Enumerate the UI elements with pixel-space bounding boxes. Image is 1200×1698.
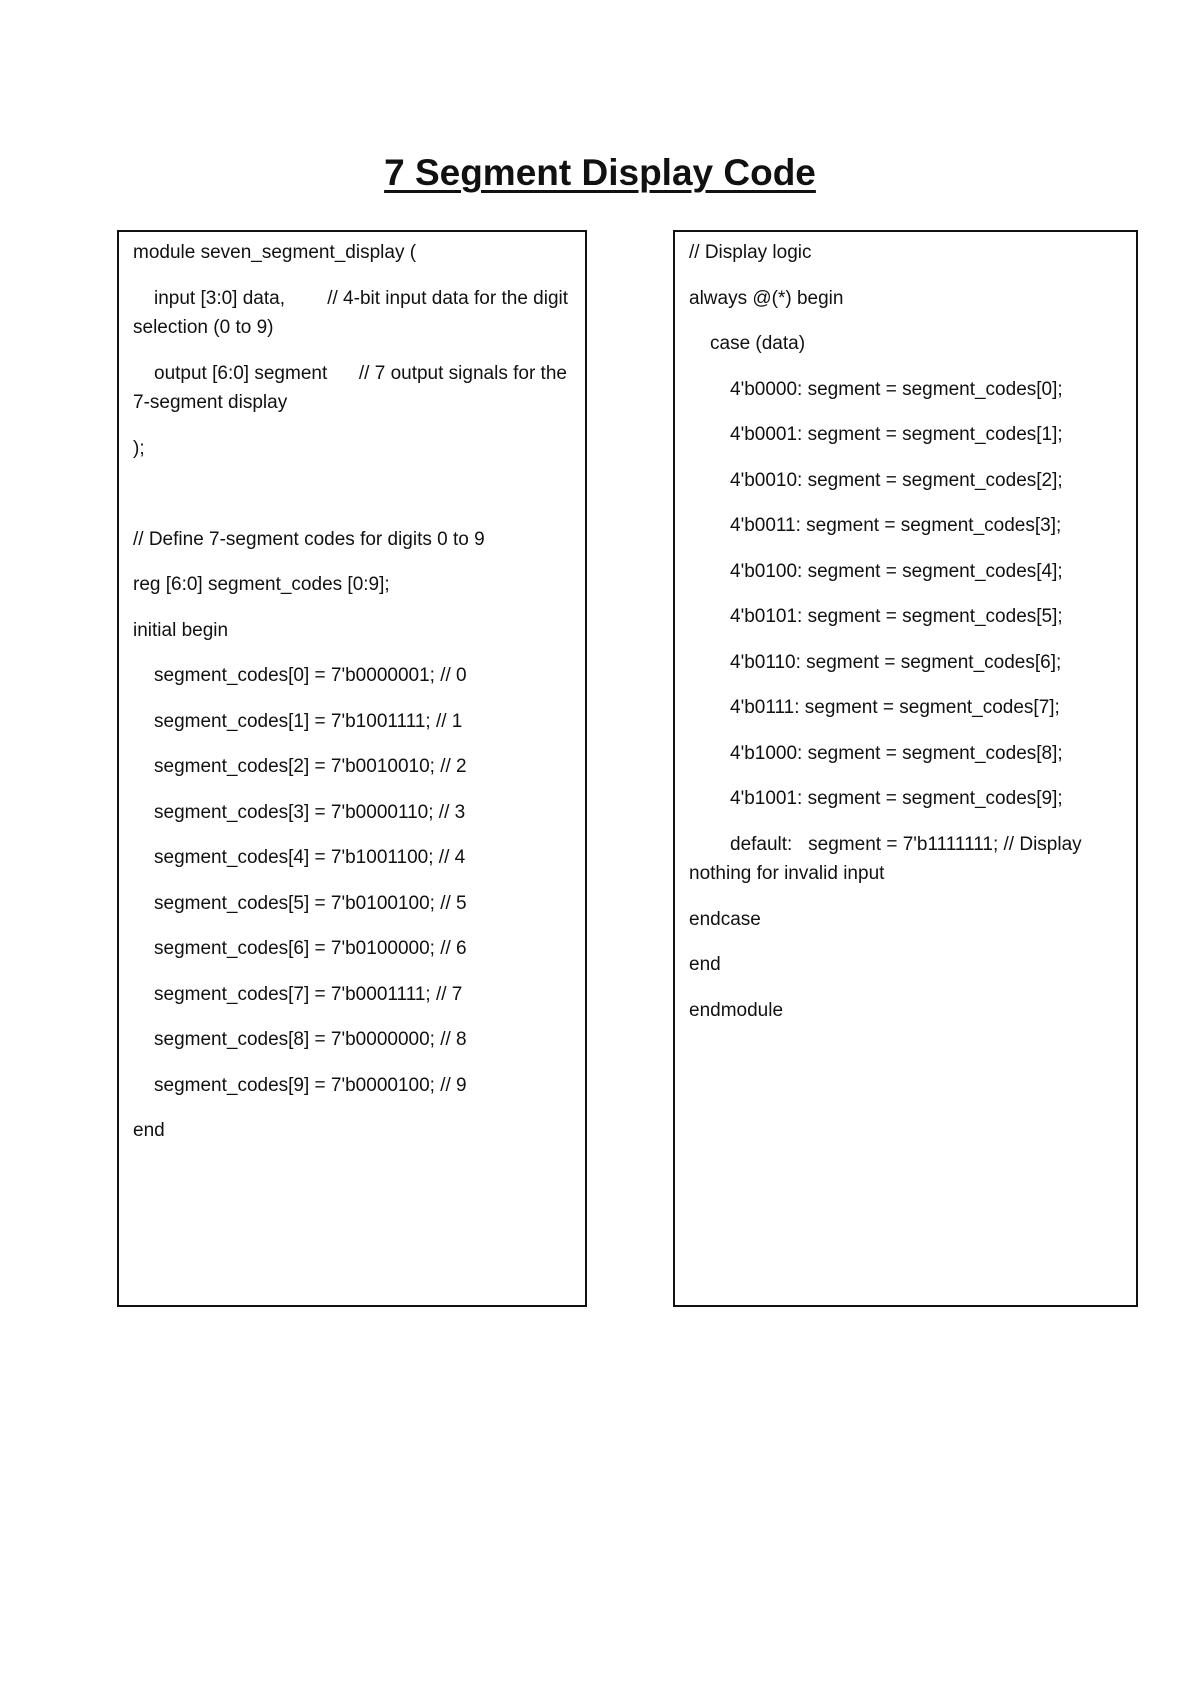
- code-line: reg [6:0] segment_codes [0:9];: [133, 574, 390, 595]
- code-line: end: [689, 954, 721, 975]
- code-line: // Define 7-segment codes for digits 0 to 9: [133, 528, 485, 550]
- code-line: segment_codes[9] = 7'b0000100; // 9: [154, 1074, 467, 1096]
- code-line: 4'b0100: segment = segment_codes[4];: [730, 560, 1063, 582]
- page-title: 7 Segment Display Code: [384, 152, 816, 193]
- code-line: module seven_segment_display (: [133, 242, 417, 263]
- code-line: endcase: [689, 908, 761, 930]
- code-line: 4'b0000: segment = segment_codes[0];: [730, 378, 1063, 400]
- code-line: initial begin: [133, 619, 229, 641]
- code-line: // Display logic: [689, 242, 812, 263]
- code-line: endmodule: [689, 999, 784, 1021]
- code-line: segment_codes[0] = 7'b0000001; // 0: [154, 665, 467, 686]
- code-line: 4'b0010: segment = segment_codes[2];: [730, 469, 1063, 491]
- code-line: segment_codes[7] = 7'b0001111; // 7: [154, 983, 463, 1005]
- code-line: segment_codes[2] = 7'b0010010; // 2: [154, 756, 467, 777]
- code-line: always @(*) begin: [689, 287, 844, 309]
- code-line: 4'b0001: segment = segment_codes[1];: [730, 424, 1063, 445]
- code-line: case (data): [710, 333, 806, 354]
- right-code-box: [673, 230, 1138, 1307]
- code-line: 4'b0011: segment = segment_codes[3];: [730, 515, 1062, 536]
- code-line: 4'b0110: segment = segment_codes[6];: [730, 651, 1062, 673]
- code-line: segment_codes[4] = 7'b1001100; // 4: [154, 847, 466, 868]
- code-line: 4'b0101: segment = segment_codes[5];: [730, 606, 1063, 627]
- code-line: segment_codes[5] = 7'b0100100; // 5: [154, 892, 467, 914]
- code-line: end: [133, 1120, 165, 1141]
- code-line: );: [133, 437, 145, 459]
- code-line: segment_codes[6] = 7'b0100000; // 6: [154, 938, 467, 959]
- code-line: segment_codes[1] = 7'b1001111; // 1: [154, 710, 463, 732]
- code-line: 4'b1000: segment = segment_codes[8];: [730, 742, 1063, 764]
- code-line: default: segment = 7'b1111111; // Display nothing for invalid input: [689, 833, 1087, 884]
- code-line: output [6:0] segment // 7 output signals for the 7-segment display: [133, 362, 573, 413]
- left-code-box: [117, 230, 587, 1307]
- code-line: 4'b0111: segment = segment_codes[7];: [730, 697, 1060, 718]
- blank-line: [133, 479, 571, 509]
- code-line: segment_codes[3] = 7'b0000110; // 3: [154, 801, 466, 823]
- code-line: 4'b1001: segment = segment_codes[9];: [730, 788, 1063, 809]
- code-line: input [3:0] data, // 4-bit input data for the digit selection (0 to 9): [133, 287, 574, 338]
- code-line: segment_codes[8] = 7'b0000000; // 8: [154, 1029, 467, 1050]
